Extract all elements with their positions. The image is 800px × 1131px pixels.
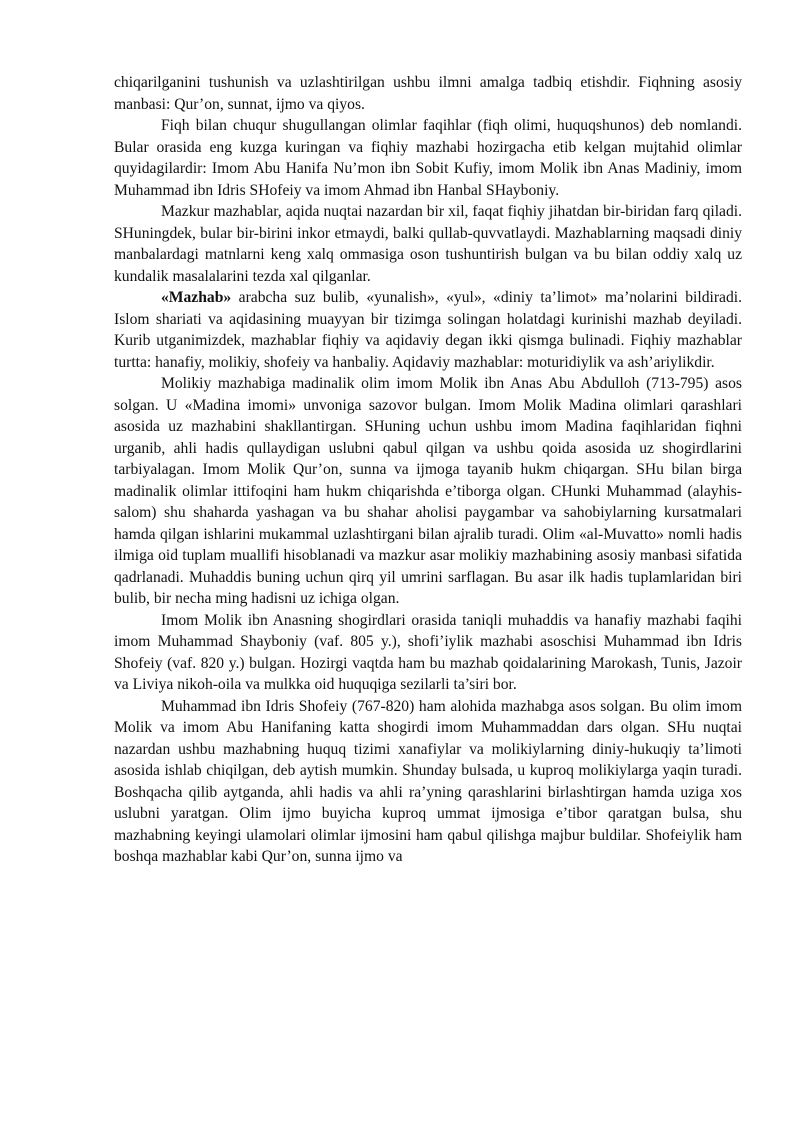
paragraph-text: Imom Molik ibn Anasning shogirdlari orasida taniqli muhaddis va hanafiy mazhabi faqihi imom Muhammad Shayboniy (vaf. 805 y.), shofi’iylik mazhabi asoschisi Muhammad ibn Idris Shofeiy (vaf. 820 y.) bulgan. Hozirgi vaqtda ham bu mazhab qoidalarining Marokash, Tunis, Jazoir va Liviya nikoh-oila va mulkka oid huquqiga sezilarli ta’siri bor. bbox=[114, 611, 742, 693]
paragraph-6 bbox=[114, 610, 742, 696]
paragraph-5 bbox=[114, 373, 742, 610]
document-page bbox=[114, 72, 742, 868]
paragraph-text: arabcha suz bulib, «yunalish», «yul», «diniy ta’limot» ma’nolarini bildiradi. Islom shariati va aqidasining muayyan bir tizimga solingan holatdagi kurinishi mazhab deyiladi. Kurib utganimizdek, mazhablar fiqhiy va aqidaviy degan ikki qismga bulinadi. Fiqhiy mazhablar turtta: hanafiy, molikiy, shofeiy va hanbaliy. Aqidaviy mazhablar: moturidiylik va ash’ariylikdir. bbox=[114, 289, 742, 371]
paragraph-1 bbox=[114, 72, 742, 115]
paragraph-7 bbox=[114, 696, 742, 868]
paragraph-text: Muhammad ibn Idris Shofeiy (767-820) ham alohida mazhabga asos solgan. Bu olim imom Molik va imom Abu Hanifaning katta shogirdi imom Muhammaddan dars olgan. SHu nuqtai nazardan ushbu mazhabning huquq tizimi xanafiylar va molikiylarning diniy-hukuqiy ta’limoti asosida ishlab chiqilgan, deb aytish mumkin. Shunday bulsada, u kuproq molikiylarga yaqin turadi. Boshqacha qilib aytganda, ahli hadis va ahli ra’yning qarashlarini birlashtirgan hamda uziga xos uslubni yaratgan. Olim ijmo buyicha kuproq ummat ijmosiga e’tibor qaratgan bulsa, shu mazhabning keyingi ulamolari olimlar ijmosini ham qabul qilishga majbur buldilar. Shofeiylik ham boshqa mazhablar kabi Qur’on, sunna ijmo va bbox=[114, 697, 742, 865]
paragraph-text: Molikiy mazhabiga madinalik olim imom Molik ibn Anas Abu Abdulloh (713-795) asos solgan. U «Madina imomi» unvoniga sazovor bulgan. Imom Molik Madina olimlari qarashlari asosida uz mazhabini shakllantirgan. SHuning uchun ushbu imom Madina faqihlaridan fiqhni urganib, ahli hadis qullaydigan uslubni qabul qilgan va ushbu qoida asosida uz shogirdlarini tarbiyalagan. Imom Molik Qur’on, sunna va ijmoga tayanib hukm chiqargan. SHu bilan birga madinalik olimlar ittifoqini ham hukm chiqarishda e’tiborga olgan. CHunki Muhammad (alayhis-salom) shu shaharda yashagan va bu shahar aholisi paygambar va sahobiylarning kursatmalari hamda qilgan ishlarini mukammal uzlashtirgani bilan ajralib turadi. Olim «al-Muvatto» nomli hadis ilmiga oid tuplam muallifi hisoblanadi va mazkur asar molikiy mazhabining asosiy manbasi sifatida qadrlanadi. Muhaddis buning uchun qirq yil umrini sarflagan. Bu asar ilk hadis tuplamlaridan biri bulib, bir necha ming hadisni uz ichiga olgan. bbox=[114, 375, 742, 607]
term-mazhab: «Mazhab» bbox=[161, 289, 232, 306]
paragraph-text: Mazkur mazhablar, aqida nuqtai nazardan bir xil, faqat fiqhiy jihatdan bir-biridan farq qiladi. SHuningdek, bular bir-birini inkor etmaydi, balki qullab-quvvatlaydi. Mazhablarning maqsadi diniy manbalardagi matnlarni keng xalq ommasiga oson tushuntirish bulgan va bu bilan oddiy xalq uz kundalik masalalarini tezda xal qilganlar. bbox=[114, 203, 742, 285]
paragraph-text: chiqarilganini tushunish va uzlashtirilgan ushbu ilmni amalga tadbiq etishdir. Fiqhning asosiy manbasi: Qur’on, sunnat, ijmo va qiyos. bbox=[114, 74, 742, 113]
paragraph-2 bbox=[114, 115, 742, 201]
paragraph-text: Fiqh bilan chuqur shugullangan olimlar faqihlar (fiqh olimi, huquqshunos) deb nomlandi. Bular orasida eng kuzga kuringan va fiqhiy mazhabi hozirgacha etib kelgan mujtahid olimlar quyidagilardir: Imom Abu Hanifa Nu’mon ibn Sobit Kufiy, imom Molik ibn Anas Madiniy, imom Muhammad ibn Idris SHofeiy va imom Ahmad ibn Hanbal SHayboniy. bbox=[114, 117, 742, 199]
paragraph-3 bbox=[114, 201, 742, 287]
paragraph-4 bbox=[114, 287, 742, 373]
